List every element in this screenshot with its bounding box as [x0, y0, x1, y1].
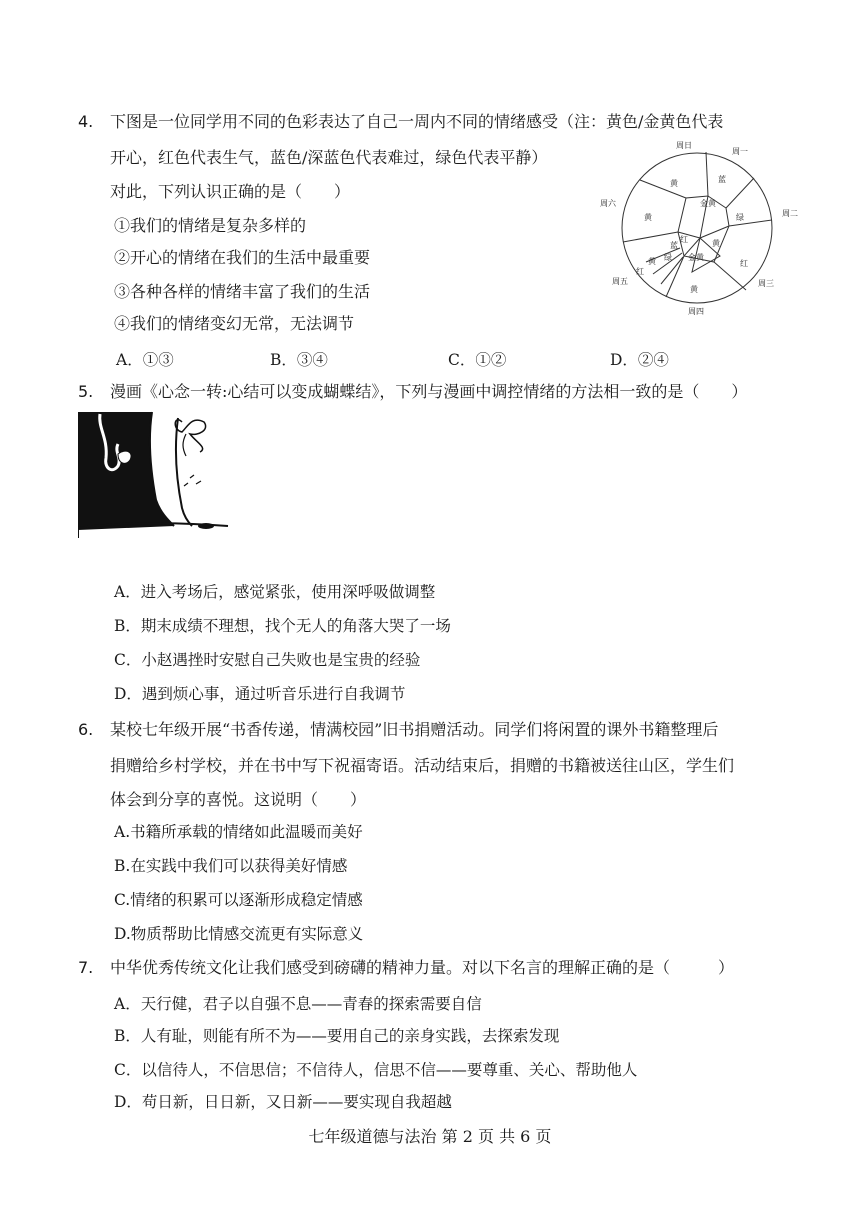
day-label-sun: 周日: [676, 141, 692, 150]
cell-label: 黄: [644, 213, 652, 222]
option-b[interactable]: B．期末成绩不理想，找个无人的角落大哭了一场: [114, 617, 451, 635]
cell-label: 红: [636, 267, 644, 276]
cell-label: 绿: [664, 253, 672, 262]
emotion-week-chart: [596, 138, 800, 320]
option-d[interactable]: D．苟日新，日日新，又日新——要实现自我超越: [114, 1093, 452, 1111]
statement: ③各种各样的情绪丰富了我们的生活: [114, 282, 371, 301]
day-label-mon: 周一: [732, 147, 748, 156]
cell-label: 黄: [670, 179, 678, 188]
day-label-thu: 周四: [688, 307, 704, 316]
statement: ②开心的情绪在我们的生活中最重要: [114, 248, 371, 267]
cell-label: 红: [680, 235, 688, 244]
option-a[interactable]: A．①③: [116, 351, 174, 369]
option-c[interactable]: C.情绪的积累可以逐渐形成稳定情感: [114, 891, 363, 909]
cell-label: 红: [740, 259, 748, 268]
cell-label: 黄: [712, 239, 720, 248]
day-label-tue: 周二: [782, 209, 798, 218]
cell-label: 金黄: [688, 253, 704, 262]
day-label-wed: 周三: [758, 279, 774, 288]
cell-label: 金黄: [700, 199, 716, 208]
option-d[interactable]: D．②④: [610, 351, 669, 369]
question-number: 4.: [78, 112, 94, 131]
question-stem: 某校七年级开展“书香传递，情满校园”旧书捐赠活动。同学们将闲置的课外书籍整理后: [110, 720, 719, 739]
option-b[interactable]: B．③④: [270, 351, 328, 369]
cell-label: 绿: [736, 213, 744, 222]
cell-label: 蓝: [670, 241, 678, 250]
day-label-sat: 周六: [600, 199, 616, 208]
option-d[interactable]: D.物质帮助比情感交流更有实际意义: [114, 925, 364, 943]
question-stem: 体会到分享的喜悦。这说明（ ）: [110, 790, 367, 809]
option-c[interactable]: C．①②: [448, 351, 507, 369]
option-c[interactable]: C．以信待人，不信思信；不信待人，信思不信——要尊重、关心、帮助他人: [114, 1061, 638, 1079]
option-b[interactable]: B．人有耻，则能有所不为——要用自己的亲身实践，去探索发现: [114, 1027, 560, 1045]
option-d[interactable]: D．遇到烦心事，通过听音乐进行自我调节: [114, 685, 406, 703]
question-number: 6.: [78, 720, 94, 739]
option-a[interactable]: A.书籍所承载的情绪如此温暖而美好: [114, 823, 363, 841]
option-c[interactable]: C．小赵遇挫时安慰自己失败也是宝贵的经验: [114, 651, 421, 669]
option-b[interactable]: B.在实践中我们可以获得美好情感: [114, 857, 348, 875]
cell-label: 黄: [648, 257, 656, 266]
question-stem: 中华优秀传统文化让我们感受到磅礴的精神力量。对以下名言的理解正确的是（ ）: [110, 958, 735, 977]
question-stem: 对此，下列认识正确的是（ ）: [110, 182, 351, 201]
cell-label: 黄: [690, 285, 698, 294]
question-stem: 漫画《心念一转:心结可以变成蝴蝶结》，下列与漫画中调控情绪的方法相一致的是（ ）: [110, 382, 748, 401]
question-stem: 捐赠给乡村学校，并在书中写下祝福寄语。活动结束后，捐赠的书籍被送往山区，学生们: [110, 756, 735, 775]
page-footer: 七年级道德与法治 第 2 页 共 6 页: [308, 1127, 552, 1146]
question-stem: 开心，红色代表生气，蓝色/深蓝色代表难过，绿色代表平静）: [110, 148, 548, 167]
statement: ①我们的情绪是复杂多样的: [114, 216, 307, 235]
question-number: 5.: [78, 382, 94, 401]
day-label-fri: 周五: [612, 277, 628, 286]
cartoon-image: [78, 408, 230, 540]
cell-label: 蓝: [718, 175, 726, 184]
option-a[interactable]: A．进入考场后，感觉紧张，使用深呼吸做调整: [114, 583, 436, 601]
statement: ④我们的情绪变幻无常，无法调节: [114, 314, 355, 333]
option-a[interactable]: A．天行健，君子以自强不息——青春的探索需要自信: [114, 995, 482, 1013]
question-number: 7.: [78, 958, 94, 977]
question-stem: 下图是一位同学用不同的色彩表达了自己一周内不同的情绪感受（注：黄色/金黄色代表: [110, 112, 724, 131]
